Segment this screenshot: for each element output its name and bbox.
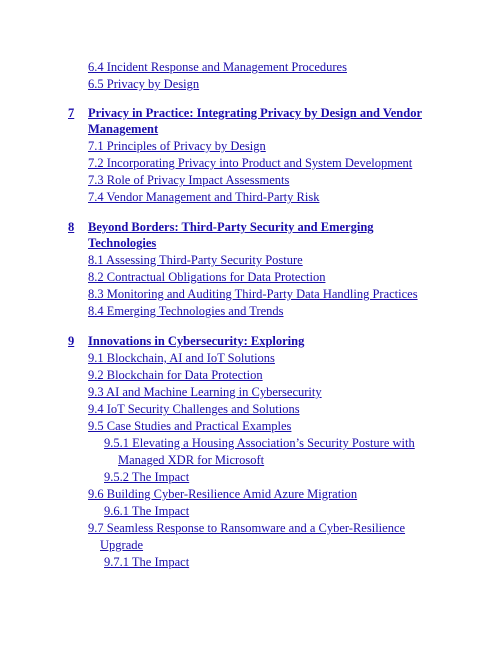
toc-entry-9-3[interactable]: 9.3 AI and Machine Learning in Cybersecurity	[88, 385, 322, 399]
toc-entry-8-4[interactable]: 8.4 Emerging Technologies and Trends	[88, 304, 284, 318]
toc-entry-9-5-1-line1[interactable]: 9.5.1 Elevating a Housing Association’s Security Posture with	[104, 436, 415, 450]
toc-chapter-8-title-line1[interactable]: Beyond Borders: Third-Party Security and Emerging	[88, 220, 374, 234]
toc-entry-6-5[interactable]: 6.5 Privacy by Design	[88, 77, 200, 91]
toc-entry-9-1[interactable]: 9.1 Blockchain, AI and IoT Solutions	[88, 351, 275, 365]
toc-entry-7-4[interactable]: 7.4 Vendor Management and Third-Party Risk	[88, 190, 320, 204]
toc-chapter-9-title[interactable]: Innovations in Cybersecurity: Exploring	[88, 334, 305, 348]
toc-entry-7-1[interactable]: 7.1 Principles of Privacy by Design	[88, 139, 266, 153]
toc-entry-7-2[interactable]: 7.2 Incorporating Privacy into Product and System Development	[88, 156, 413, 170]
toc-entry-9-5[interactable]: 9.5 Case Studies and Practical Examples	[88, 419, 292, 433]
toc-chapter-7-title-line1[interactable]: Privacy in Practice: Integrating Privacy by Design and Vendor	[88, 106, 422, 120]
toc-entry-9-4[interactable]: 9.4 IoT Security Challenges and Solutions	[88, 402, 300, 416]
toc-entry-9-5-1-line2[interactable]: Managed XDR for Microsoft	[118, 453, 265, 467]
toc-entry-9-6[interactable]: 9.6 Building Cyber-Resilience Amid Azure Migration	[88, 487, 358, 501]
toc-entry-6-4[interactable]: 6.4 Incident Response and Management Procedures	[88, 60, 347, 74]
toc-entry-7-3[interactable]: 7.3 Role of Privacy Impact Assessments	[88, 173, 290, 187]
toc-entry-9-6-1[interactable]: 9.6.1 The Impact	[104, 504, 190, 518]
toc-chapter-7-title-line2[interactable]: Management	[88, 122, 159, 136]
toc-entry-9-7-line1[interactable]: 9.7 Seamless Response to Ransomware and a Cyber-Resilience	[88, 521, 406, 535]
toc-entry-8-1[interactable]: 8.1 Assessing Third-Party Security Posture	[88, 253, 303, 267]
toc-entry-9-2[interactable]: 9.2 Blockchain for Data Protection	[88, 368, 263, 382]
toc-entry-8-3[interactable]: 8.3 Monitoring and Auditing Third-Party Data Handling Practices	[88, 287, 418, 301]
toc-chapter-9-number[interactable]: 9	[68, 334, 75, 348]
toc-entry-9-7-line2[interactable]: Upgrade	[100, 538, 144, 552]
toc-entry-8-2[interactable]: 8.2 Contractual Obligations for Data Protection	[88, 270, 326, 284]
toc-entry-9-7-1[interactable]: 9.7.1 The Impact	[104, 555, 190, 569]
toc-chapter-7-number[interactable]: 7	[68, 106, 75, 120]
toc-chapter-8-title-line2[interactable]: Technologies	[88, 236, 157, 250]
toc-entry-9-5-2[interactable]: 9.5.2 The Impact	[104, 470, 190, 484]
toc-chapter-8-number[interactable]: 8	[68, 220, 75, 234]
